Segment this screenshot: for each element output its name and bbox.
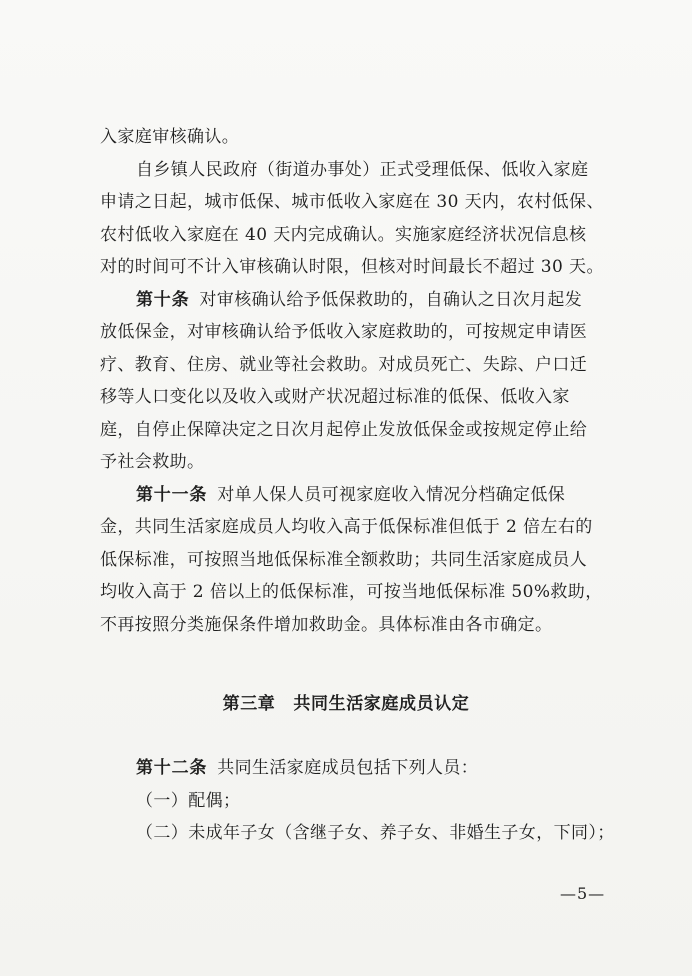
text-line: 自乡镇人民政府（街道办事处）正式受理低保、低收入家庭 xyxy=(136,159,589,180)
text-line: 金，共同生活家庭成员人均收入高于低保标准但低于 2 倍左右的 xyxy=(100,517,593,537)
list-item: （二）未成年子女（含继子女、养子女、非婚生子女，下同）； xyxy=(136,823,615,843)
article-12-label: 第十二条 xyxy=(136,758,208,778)
article-11-first-line xyxy=(100,479,605,512)
article-12 xyxy=(100,752,615,850)
text-line: 对的时间可不计入审核确认时限，但核对时间最长不超过 30 天。 xyxy=(100,257,604,277)
text-line: 予社会救助。 xyxy=(100,452,205,472)
text-line: 疗、教育、住房、就业等社会救助。对成员死亡、失踪、户口迁 xyxy=(100,354,588,375)
text-line: 入家庭审核确认。 xyxy=(100,127,240,147)
chapter-heading xyxy=(0,689,692,714)
body-text xyxy=(100,121,605,641)
text-line: 庭，自停止保障决定之日次月起停止发放低保金或按规定停止给 xyxy=(100,419,588,440)
text-line: 放低保金，对审核确认给予低收入家庭救助的，可按规定申请医 xyxy=(100,322,588,342)
page-number: —5— xyxy=(560,884,606,903)
article-11-label: 第十一条 xyxy=(136,484,208,505)
text-line: 移等人口变化以及收入或财产状况超过标准的低保、低收入家 xyxy=(100,387,570,407)
chapter-number: 第三章 xyxy=(222,694,276,714)
article-12-intro: 共同生活家庭成员包括下列人员： xyxy=(217,758,479,778)
text-line: 申请之日起，城市低保、城市低收入家庭在 30 天内，农村低保、 xyxy=(100,192,604,212)
article-10-first-line xyxy=(100,284,605,317)
text-line: 均收入高于 2 倍以上的低保标准，可按当地低保标准 50%救助， xyxy=(100,582,603,602)
text-line: 对审核确认给予低保救助的，自确认之日次月起发 xyxy=(199,289,583,310)
text-line: 对单人保人员可视家庭收入情况分档确定低保 xyxy=(217,484,566,505)
text-line: 低保标准，可按照当地低保标准全额救助；共同生活家庭成员人 xyxy=(100,549,588,570)
text-line: 农村低收入家庭在 40 天内完成确认。实施家庭经济状况信息核 xyxy=(100,224,587,245)
article-10-label: 第十条 xyxy=(136,289,190,310)
list-item: （一）配偶； xyxy=(136,790,241,811)
chapter-title: 共同生活家庭成员认定 xyxy=(293,694,470,714)
text-line: 不再按照分类施保条件增加救助金。具体标准由各市确定。 xyxy=(100,614,553,635)
article-12-first-line xyxy=(100,752,605,785)
